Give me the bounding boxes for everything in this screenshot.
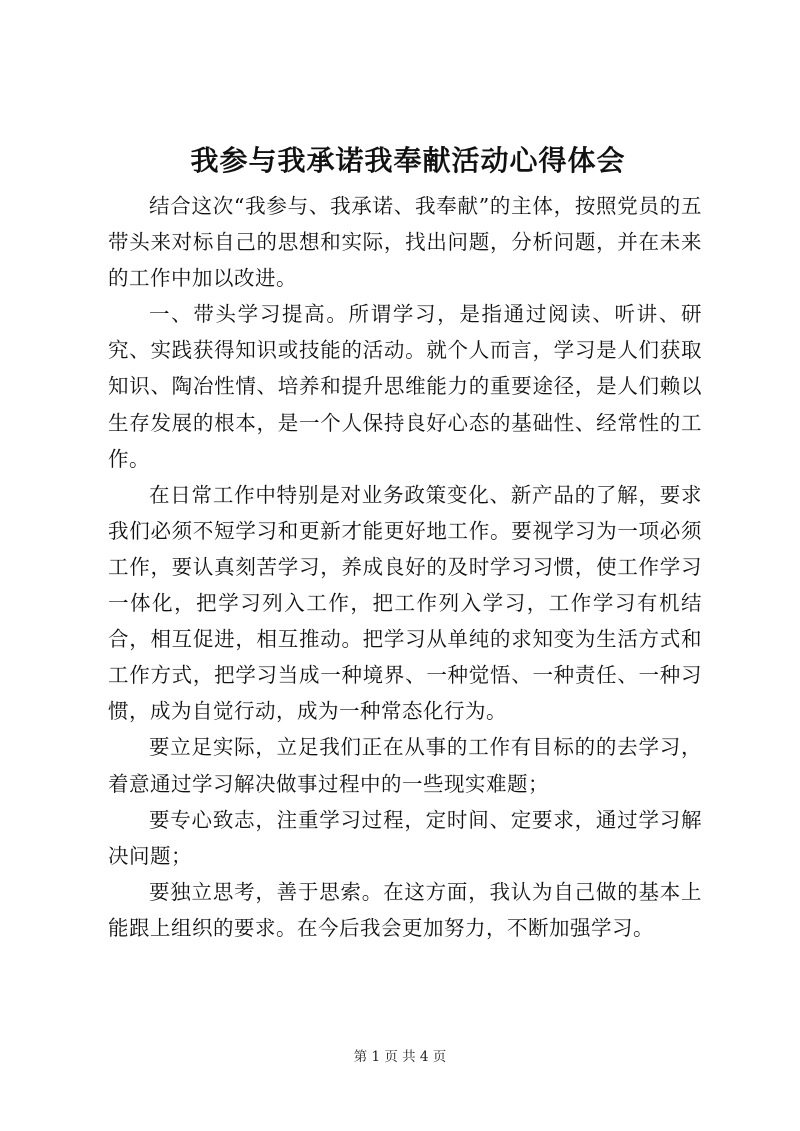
document-title: 我参与我承诺我奉献活动心得体会 [190, 144, 626, 177]
page-footer [0, 1047, 800, 1067]
paragraph-study-improvement: 一、带头学习提高。所谓学习，是指通过阅读、听讲、研究、实践获得知识或技能的活动。就个人而言，学习是人们获取知识、陶冶性情、培养和提升思维能力的重要途径，是人们赖以生存发展的根本，是一个人保持良好心态的基础性、经常性的工作。 [108, 302, 702, 471]
page-number-label: 第 1 页 共 4 页 [353, 1049, 447, 1065]
paragraph-intro: 结合这次“我参与、我承诺、我奉献”的主体，按照党员的五带头来对标自己的思想和实际，找出问题，分析问题，并在未来的工作中加以改进。 [108, 194, 702, 291]
paragraph-daily-work: 在日常工作中特别是对业务政策变化、新产品的了解，要求我们必须不短学习和更新才能更好地工作。要视学习为一项必须工作，要认真刻苦学习，养成良好的及时学习习惯，使工作学习一体化，把学习列入工作，把工作列入学习，工作学习有机结合，相互促进，相互推动。把学习从单纯的求知变为生活方式和工作方式，把学习当成一种境界、一种觉悟、一种责任、一种习惯，成为自觉行动，成为一种常态化行为。 [108, 482, 702, 724]
paragraph-independent-thinking: 要独立思考，善于思索。在这方面，我认为自己做的基本上能跟上组织的要求。在今后我会更加努力，不断加强学习。 [108, 879, 702, 940]
paragraph-focus: 要专心致志，注重学习过程，定时间、定要求，通过学习解决问题； [108, 807, 702, 868]
document-body [108, 188, 702, 946]
paragraph-practical: 要立足实际，立足我们正在从事的工作有目标的的去学习，着意通过学习解决做事过程中的一些现实难题； [108, 735, 702, 796]
